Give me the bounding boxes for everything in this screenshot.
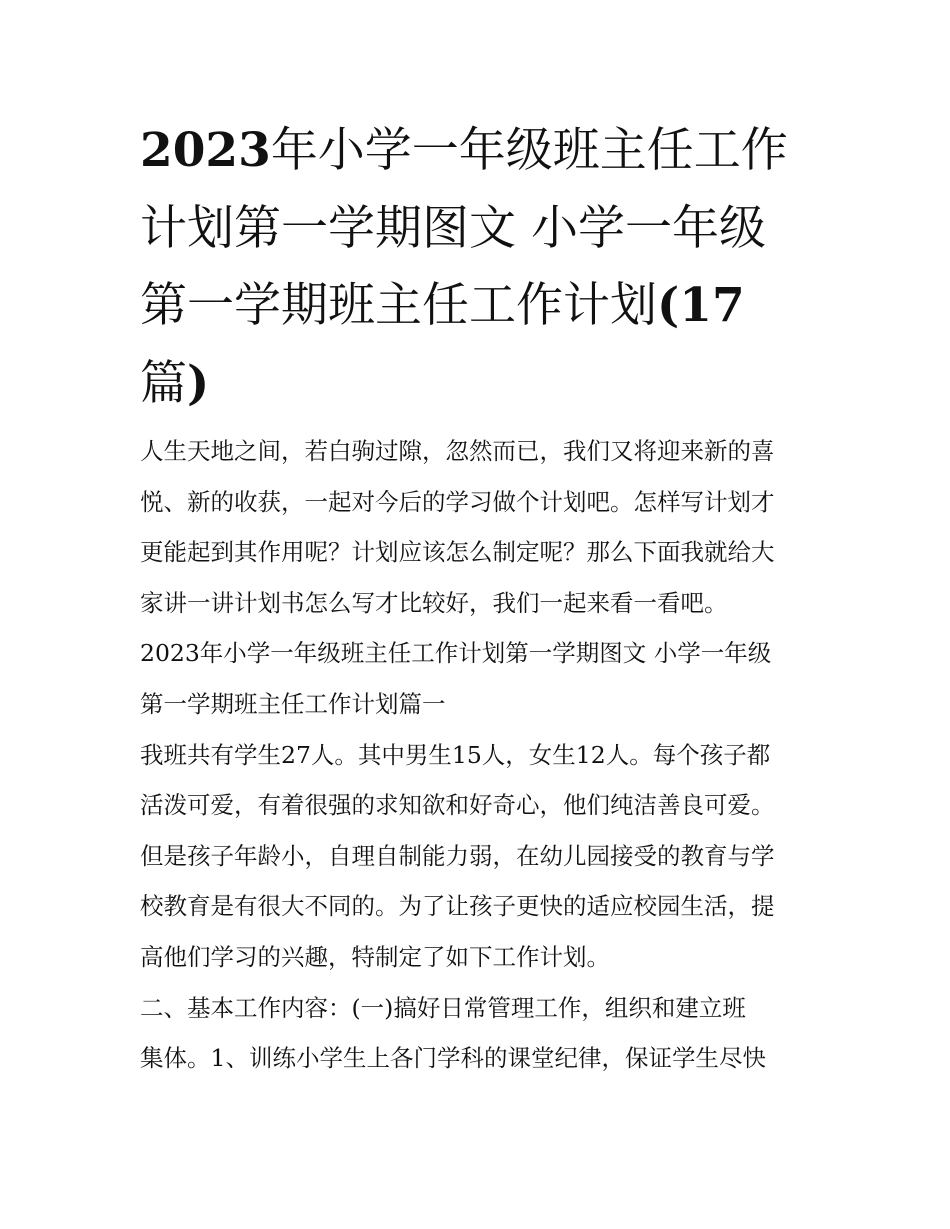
text-line: 但是孩子年龄小，自理自制能力弱，在幼儿园接受的教育与学 [140, 841, 775, 870]
intro-paragraph [140, 426, 820, 628]
section-heading [140, 628, 820, 729]
document-title [140, 112, 820, 422]
text-line: 活泼可爱，有着很强的求知欲和好奇心，他们纯洁善良可爱。 [140, 791, 775, 820]
document-page [140, 112, 820, 1084]
title-line: 篇) [140, 355, 210, 411]
text-line: 校教育是有很大不同的。为了让孩子更快的适应校园生活，提 [140, 892, 775, 921]
title-line: 2023年小学一年级班主任工作 [140, 123, 788, 178]
title-line: 计划第一学期图文 小学一年级 [140, 200, 766, 256]
text-line: 二、基本工作内容：(一)搞好日常管理工作，组织和建立班 [140, 993, 746, 1022]
work-content-paragraph [140, 983, 820, 1084]
text-line: 集体。1、训练小学生上各门学科的课堂纪律，保证学生尽快 [140, 1044, 766, 1073]
text-line: 家讲一讲计划书怎么写才比较好，我们一起来看一看吧。 [140, 588, 728, 617]
text-line: 悦、新的收获，一起对今后的学习做个计划吧。怎样写计划才 [140, 487, 775, 516]
text-line: 第一学期班主任工作计划篇一 [140, 689, 446, 718]
title-line: 第一学期班主任工作计划(17 [140, 278, 745, 333]
text-line: 更能起到其作用呢？计划应该怎么制定呢？那么下面我就给大 [140, 538, 775, 567]
text-line: 2023年小学一年级班主任工作计划第一学期图文 小学一年级 [140, 639, 772, 668]
text-line: 人生天地之间，若白驹过隙，忽然而已，我们又将迎来新的喜 [140, 437, 775, 465]
class-overview-paragraph [140, 730, 820, 983]
text-line: 我班共有学生27人。其中男生15人，女生12人。每个孩子都 [140, 740, 771, 769]
text-line: 高他们学习的兴趣，特制定了如下工作计划。 [140, 942, 610, 971]
